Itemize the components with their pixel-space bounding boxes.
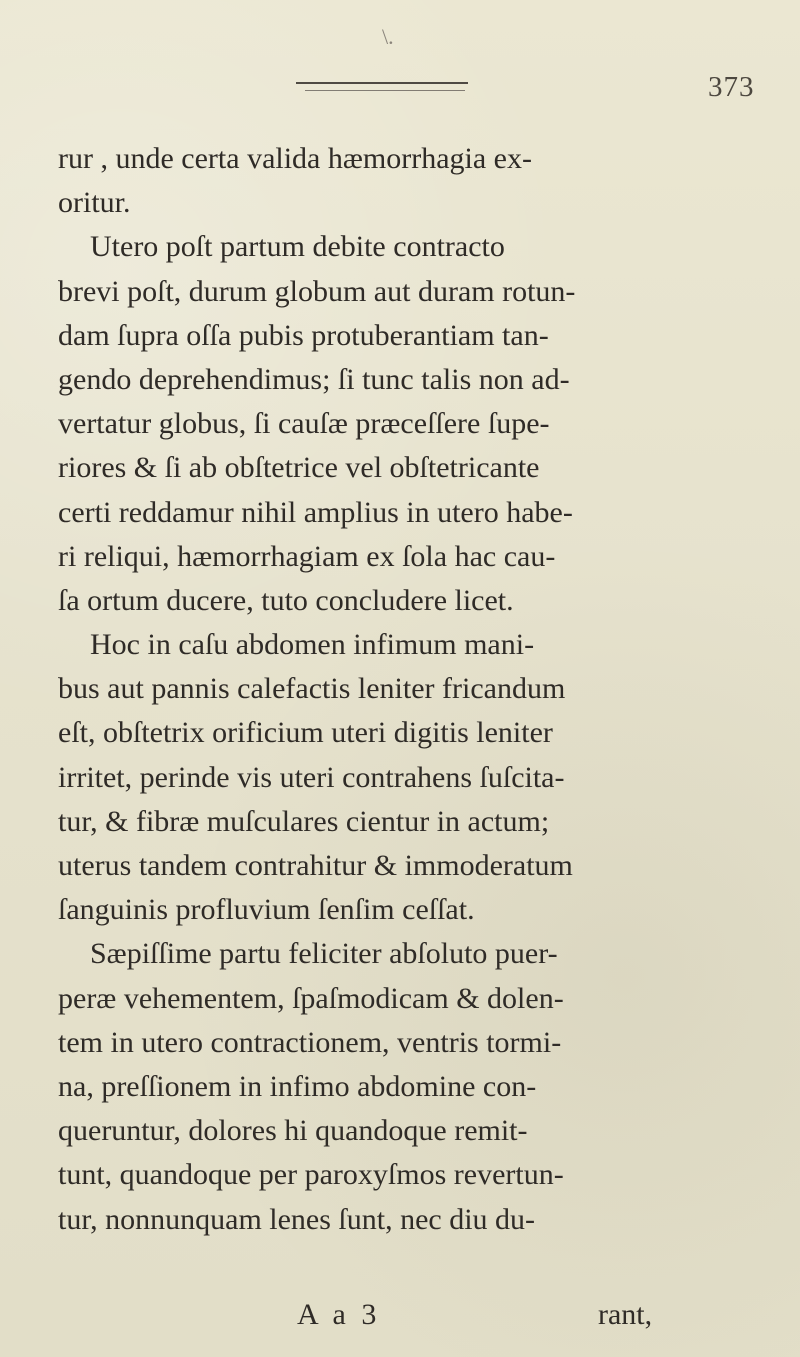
signature-mark: A a 3	[297, 1298, 381, 1331]
text-line: ſanguinis profluvium ſenſim ceſſat.	[58, 893, 475, 927]
header-mark: \.	[382, 24, 394, 49]
text-line: brevi poſt, durum globum aut duram rotun-	[58, 274, 576, 308]
text-line: queruntur, dolores hi quandoque remit-	[58, 1114, 528, 1148]
paragraph-start-line: Utero poſt partum debite contracto	[90, 230, 505, 264]
text-line: peræ vehementem, ſpaſmodicam & dolen-	[58, 981, 564, 1015]
text-line: vertatur globus, ſi cauſæ præceſſere ſupe-	[58, 407, 550, 441]
text-line: ſa ortum ducere, tuto concludere licet.	[58, 583, 514, 617]
text-line: tur, nonnunquam lenes ſunt, nec diu du-	[58, 1202, 536, 1236]
paragraph-start-line: Sæpiſſime partu feliciter abſoluto puer-	[90, 937, 558, 971]
text-line: na, preſſionem in infimo abdomine con-	[58, 1069, 537, 1103]
header-rule-secondary	[305, 90, 465, 91]
body-text	[58, 137, 768, 1242]
page-header	[0, 0, 800, 110]
text-line: dam ſupra oſſa pubis protuberantiam tan-	[58, 318, 549, 352]
header-rule	[296, 82, 468, 84]
catchword: rant,	[598, 1298, 653, 1331]
text-line: riores & ſi ab obſtetrice vel obſtetricante	[58, 451, 540, 485]
page-footer	[0, 1300, 800, 1340]
text-line: bus aut pannis calefactis leniter fricandum	[58, 672, 566, 706]
paragraph-start-line: Hoc in caſu abdomen infimum mani-	[90, 628, 535, 662]
text-line: gendo deprehendimus; ſi tunc talis non ad-	[58, 362, 570, 396]
text-line: ri reliqui, hæmorrhagiam ex ſola hac cau-	[58, 539, 556, 573]
page-number: 373	[708, 71, 755, 103]
text-line: irritet, perinde vis uteri contrahens ſuſcita-	[58, 760, 565, 794]
text-line: tem in utero contractionem, ventris tormi-	[58, 1025, 562, 1059]
text-line: tunt, quandoque per paroxyſmos revertun-	[58, 1158, 564, 1192]
text-line: eſt, obſtetrix orificium uteri digitis leniter	[58, 716, 553, 750]
text-line: certi reddamur nihil amplius in utero habe-	[58, 495, 573, 529]
text-line: uterus tandem contrahitur & immoderatum	[58, 849, 573, 882]
text-line: oritur.	[58, 186, 131, 220]
text-line: tur, & fibræ muſculares cientur in actum;	[58, 804, 550, 838]
text-line: rur , unde certa valida hæmorrhagia ex-	[58, 142, 532, 175]
